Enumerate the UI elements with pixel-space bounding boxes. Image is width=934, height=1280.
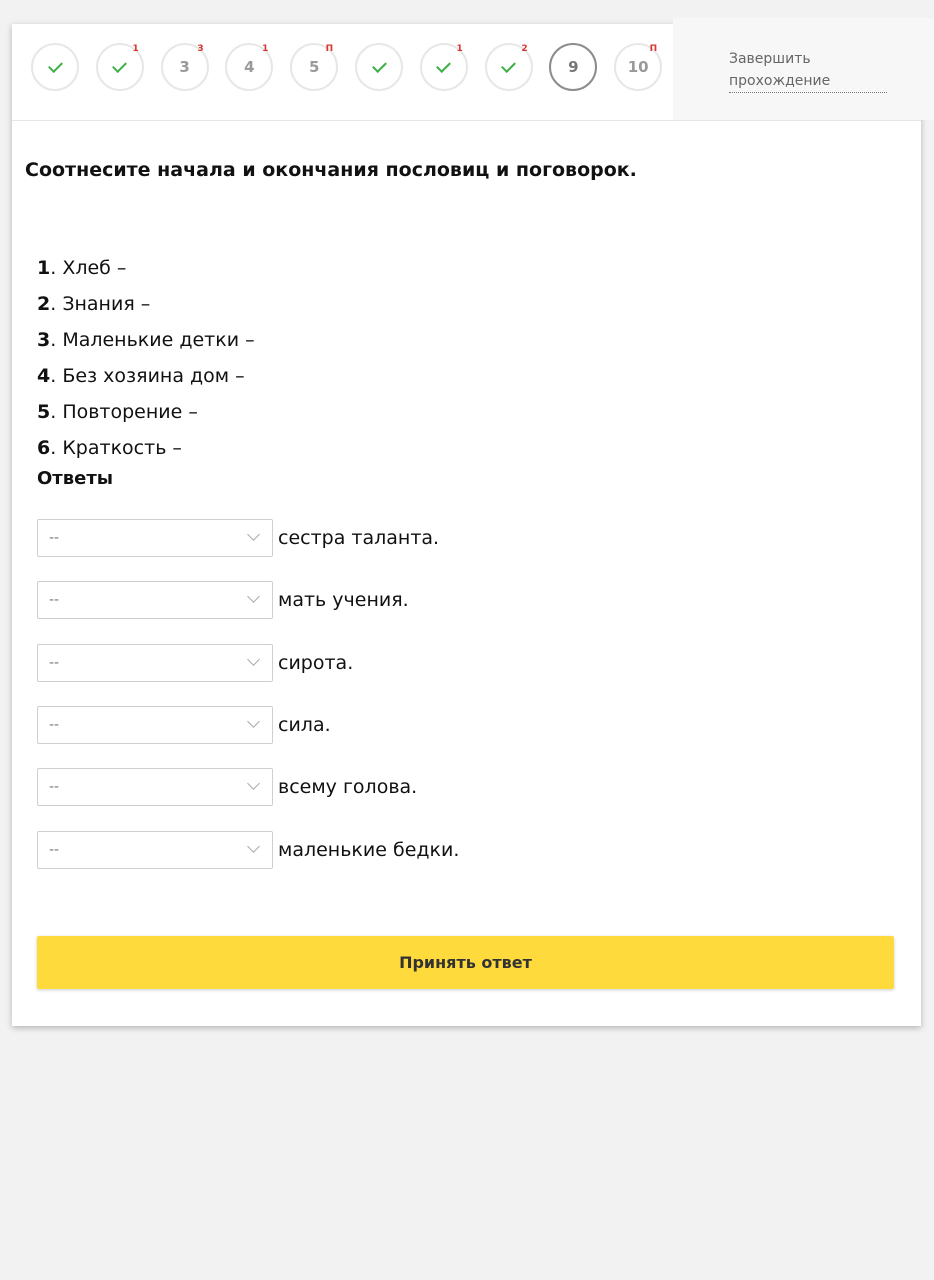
item-number: 5 — [37, 401, 51, 423]
answer-ending: мать учения. — [278, 589, 409, 611]
step-badge: П — [325, 44, 334, 54]
item-number: 3 — [37, 329, 51, 351]
item-text: . Маленькие детки – — [50, 329, 255, 351]
item-text: . Повторение – — [50, 401, 198, 423]
item-number: 4 — [37, 365, 51, 387]
step-6[interactable] — [355, 43, 403, 91]
check-icon — [501, 58, 516, 73]
question-card — [12, 24, 921, 1026]
select-value: -- — [49, 592, 60, 608]
item-text: . Знания – — [50, 293, 151, 315]
item-text: . Без хозяина дом – — [50, 365, 245, 387]
step-8[interactable] — [485, 43, 533, 91]
step-2[interactable] — [96, 43, 144, 91]
answer-row — [37, 706, 331, 744]
select-value: -- — [49, 530, 60, 546]
answer-row — [37, 519, 439, 557]
check-icon — [436, 58, 451, 73]
answer-row — [37, 581, 409, 619]
step-3[interactable] — [161, 43, 209, 91]
list-item — [37, 286, 255, 322]
step-5[interactable] — [290, 43, 338, 91]
item-text: . Хлеб – — [50, 257, 127, 279]
step-badge: 1 — [456, 44, 463, 54]
step-badge: 3 — [197, 44, 204, 54]
item-number: 6 — [37, 437, 51, 459]
step-1[interactable] — [31, 43, 79, 91]
answer-row — [37, 644, 353, 682]
select-value: -- — [49, 842, 60, 858]
chevron-down-icon — [247, 528, 260, 541]
check-icon — [112, 58, 127, 73]
check-icon — [372, 58, 387, 73]
answer-row — [37, 768, 417, 806]
answer-select[interactable] — [37, 519, 273, 557]
question-items — [37, 250, 255, 466]
step-7[interactable] — [420, 43, 468, 91]
answer-select[interactable] — [37, 644, 273, 682]
step-badge: 1 — [132, 44, 139, 54]
step-number: 5 — [308, 58, 320, 76]
list-item — [37, 322, 255, 358]
answers-heading: Ответы — [37, 468, 114, 489]
finish-panel — [673, 18, 934, 120]
list-item — [37, 394, 255, 430]
select-value: -- — [49, 717, 60, 733]
step-badge: 1 — [262, 44, 269, 54]
step-number: 3 — [179, 58, 190, 76]
select-value: -- — [49, 779, 60, 795]
answer-ending: сирота. — [278, 652, 354, 674]
answer-select[interactable] — [37, 706, 273, 744]
list-item — [37, 358, 255, 394]
answer-row — [37, 831, 459, 869]
list-item — [37, 430, 255, 466]
step-4[interactable] — [225, 43, 273, 91]
step-number: 4 — [244, 58, 255, 76]
answer-ending: сила. — [278, 714, 331, 736]
chevron-down-icon — [247, 653, 260, 666]
answer-select[interactable] — [37, 581, 273, 619]
answer-select[interactable] — [37, 831, 273, 869]
question-title: Соотнесите начала и окончания пословиц и поговорок. — [25, 159, 637, 181]
answer-ending: сестра таланта. — [278, 527, 440, 549]
select-value: -- — [49, 655, 60, 671]
chevron-down-icon — [247, 777, 260, 790]
answer-select[interactable] — [37, 768, 273, 806]
answer-ending: всему голова. — [278, 776, 418, 798]
step-number: 10 — [627, 58, 649, 76]
check-icon — [48, 58, 63, 73]
submit-answer-button[interactable]: Принять ответ — [37, 936, 894, 989]
list-item — [37, 250, 255, 286]
item-number: 2 — [37, 293, 51, 315]
step-9[interactable] — [549, 43, 597, 91]
progress-bar — [12, 24, 921, 121]
chevron-down-icon — [247, 715, 260, 728]
finish-link[interactable]: Завершить прохождение — [729, 48, 887, 93]
item-number: 1 — [37, 257, 51, 279]
step-10[interactable] — [614, 43, 662, 91]
item-text: . Краткость – — [50, 437, 182, 459]
step-badge: 2 — [521, 44, 528, 54]
step-number: 9 — [568, 58, 579, 76]
chevron-down-icon — [247, 840, 260, 853]
answer-ending: маленькие бедки. — [278, 839, 460, 861]
chevron-down-icon — [247, 590, 260, 603]
step-badge: П — [649, 44, 658, 54]
